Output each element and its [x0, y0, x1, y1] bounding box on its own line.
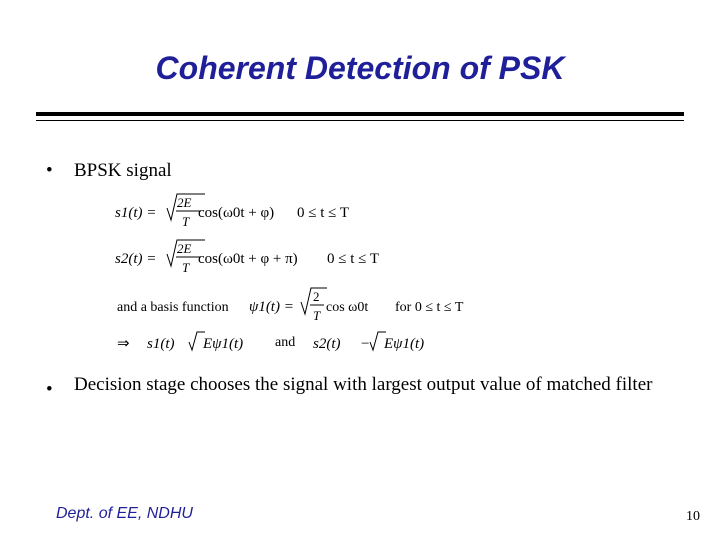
res1-rhs: Eψ1(t)	[203, 336, 244, 352]
eq1-den: T	[182, 214, 190, 229]
eq2-den: T	[182, 260, 190, 275]
title-divider-thick	[36, 112, 684, 116]
eq1-num: 2E	[177, 195, 192, 210]
res2-minus: −	[361, 336, 370, 352]
basis-prefix: and a basis function	[117, 300, 229, 315]
res2-lhs: s2(t)	[313, 336, 341, 352]
bullet-marker-1: •	[46, 160, 53, 181]
eq2-lhs: s2(t) =	[115, 251, 157, 267]
title-divider-thin	[36, 120, 684, 121]
slide-title: Coherent Detection of PSK	[155, 50, 565, 86]
eq1-range: 0 ≤ t ≤ T	[297, 205, 350, 221]
bpsk-equations	[115, 190, 495, 360]
basis-num: 2	[313, 289, 320, 304]
bullet-text-1: BPSK signal	[74, 160, 172, 181]
res2-rhs: Eψ1(t)	[384, 336, 425, 352]
bullet-marker-2: •	[46, 379, 53, 400]
basis-lhs: ψ1(t) =	[249, 299, 294, 315]
bullet-text-2: Decision stage chooses the signal with largest output value of matched filter	[74, 374, 653, 395]
res-and: and	[275, 335, 296, 350]
eq1-lhs: s1(t) =	[115, 205, 157, 221]
eq2-range: 0 ≤ t ≤ T	[327, 251, 380, 267]
res1-lhs: s1(t)	[147, 336, 175, 352]
basis-den: T	[313, 308, 321, 323]
basis-range: for 0 ≤ t ≤ T	[395, 300, 464, 315]
implies-arrow: ⇒	[117, 336, 130, 352]
page-number: 10	[686, 509, 700, 524]
eq2-num: 2E	[177, 241, 192, 256]
footer-department: Dept. of EE, NDHU	[56, 505, 193, 522]
eq2-body: cos(ω0t + φ + π)	[198, 251, 298, 267]
eq1-body: cos(ω0t + φ)	[198, 205, 275, 221]
basis-body: cos ω0t	[326, 300, 369, 315]
